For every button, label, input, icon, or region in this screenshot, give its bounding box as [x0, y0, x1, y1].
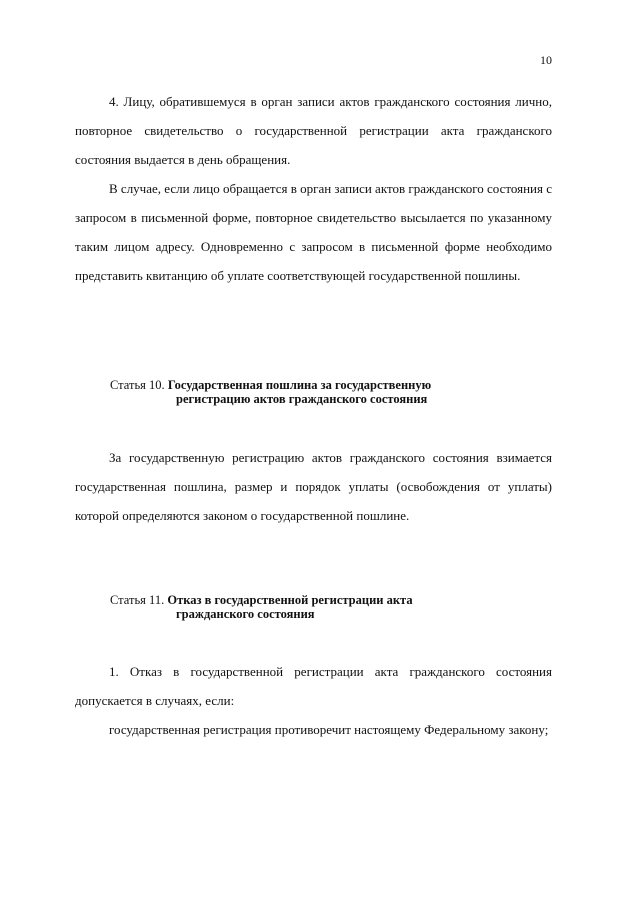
page-number: 10: [540, 53, 552, 67]
paragraph-refusal-case: государственная регистрация противоречит настоящему Федеральному закону;: [109, 722, 549, 737]
article-11-label: Статья 11.: [110, 593, 168, 607]
paragraph-refusal-1: 1. Отказ в государственной регистрации акта гражданского состояния допускается в случаях, если:: [75, 664, 552, 708]
article-10-title-line2: регистрацию актов гражданского состояния: [176, 392, 428, 406]
paragraph-4: 4. Лицу, обратившемуся в орган записи актов гражданского состояния лично, повторное свидетельство о государственной регистрации акта гражданского состояния выдается в день обращения.: [75, 94, 552, 167]
article-10-heading: [110, 378, 431, 406]
paragraph-state-fee: За государственную регистрацию актов гражданского состояния взимается государственная пошлина, размер и порядок уплаты (освобождения от уплаты) которой определяются законом о государственной пошлине.: [75, 450, 552, 523]
article-11-heading: [110, 593, 413, 621]
article-10-label: Статья 10.: [110, 378, 168, 392]
article-11-title-line2: гражданского состояния: [176, 607, 315, 621]
article-11-title-line1: Отказ в государственной регистрации акта: [167, 593, 413, 607]
article-10-title-line1: Государственная пошлина за государственную: [167, 378, 432, 392]
paragraph-written-request: В случае, если лицо обращается в орган записи актов гражданского состояния с запросом в письменной форме, повторное свидетельство высылается по указанному таким лицом адресу. Одновременно с запросом в письменной форме необходимо представить квитанцию об уплате соответствующей государственной пошлины.: [75, 181, 553, 283]
